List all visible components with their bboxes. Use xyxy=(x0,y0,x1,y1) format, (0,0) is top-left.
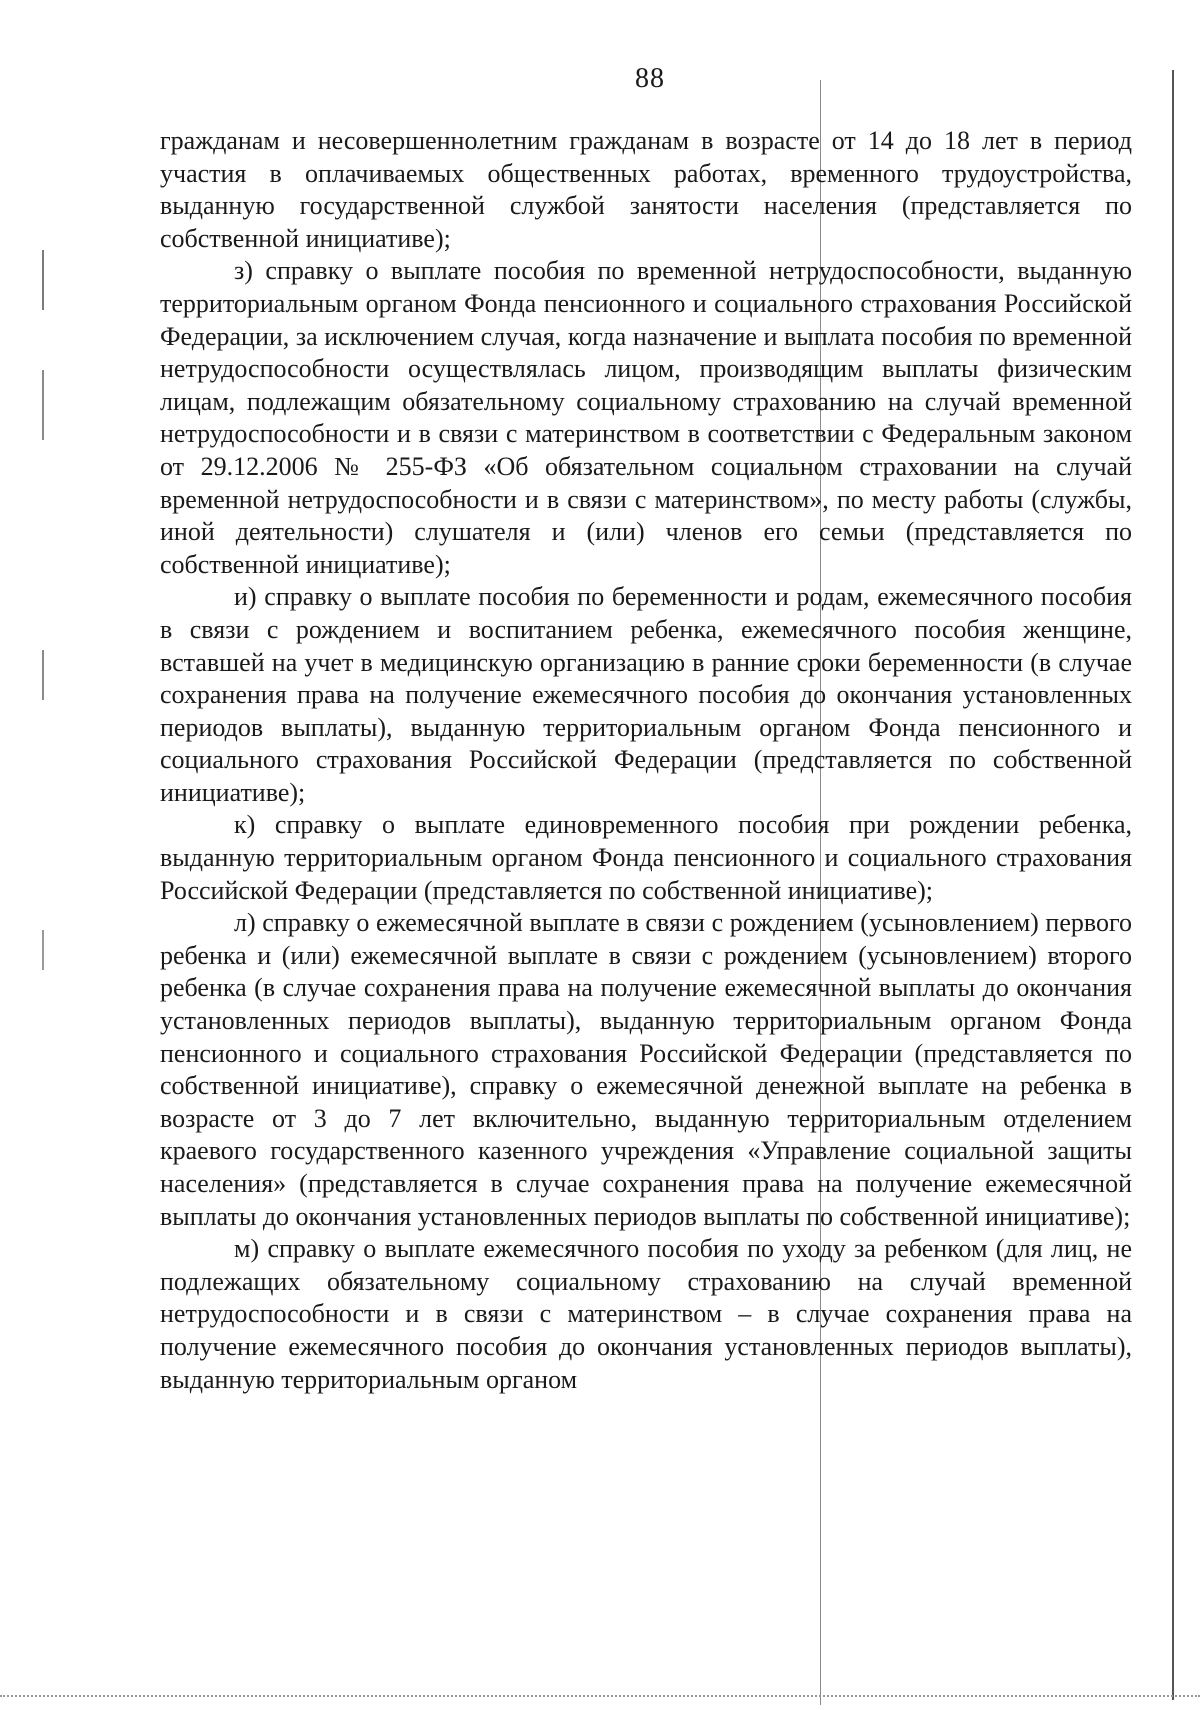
page-number: 88 xyxy=(635,63,665,94)
document-body xyxy=(160,125,1132,1396)
paragraph-item-m: м) справку о выплате ежемесячного пособия по уходу за ребенком (для лиц, не подлежащих обязательному социальному страхованию на случай временной нетрудоспособности и в связи с материнством – в случае сохранения права на получение ежемесячного пособия до окончания установленных периодов выплаты), выданную территориальным органом xyxy=(160,1234,1132,1394)
scan-dotted-bottom xyxy=(0,1695,1200,1697)
scan-line-left-margin-4 xyxy=(42,930,44,970)
scan-line-left-margin-3 xyxy=(42,650,44,700)
paragraph-item-z: з) справку о выплате пособия по временной нетрудоспособности, выданную территориальным органом Фонда пенсионного и социального страхования Российской Федерации, за исключением случая, когда назначение и выплата пособия по временной нетрудоспособности осуществлялась лицом, производящим выплаты физическим лицам, подлежащим обязательному социальному страхованию на случай временной нетрудоспособности и в связи с материнством в соответствии с Федеральным законом от 29.12.2006 № 255-ФЗ «Об обязательном социальном страховании на случай временной нетрудоспособности и в связи с материнством», по месту работы (службы, иной деятельности) слушателя и (или) членов его семьи (представляется по собственной инициативе); xyxy=(160,256,1132,579)
paragraph-item-l: л) справку о ежемесячной выплате в связи с рождением (усыновлением) первого ребенка и (или) ежемесячной выплате в связи с рождением (усыновлением) второго ребенка (в случае сохранения права на получение ежемесячной выплаты до окончания установленных периодов выплаты), выданную территориальным органом Фонда пенсионного и социального страхования Российской Федерации (представляется по собственной инициативе), справку о ежемесячной денежной выплате на ребенка в возрасте от 3 до 7 лет включительно, выданную территориальным отделением краевого государственного казенного учреждения «Управление социальной защиты населения» (представляется в случае сохранения права на получение ежемесячной выплаты до окончания установленных периодов выплаты по собственной инициативе); xyxy=(160,908,1132,1231)
scan-line-right-edge xyxy=(1172,70,1174,1700)
paragraph-item-k: к) справку о выплате единовременного пособия при рождении ребенка, выданную территориальным органом Фонда пенсионного и социального страхования Российской Федерации (представляется по собственной инициативе); xyxy=(160,810,1132,905)
paragraph-continuation: гражданам и несовершеннолетним гражданам в возрасте от 14 до 18 лет в период участия в оплачиваемых общественных работах, временного трудоустройства, выданную государственной службой занятости населения (представляется по собственной инициативе); xyxy=(160,126,1132,253)
paragraph-item-i: и) справку о выплате пособия по беременности и родам, ежемесячного пособия в связи с рождением и воспитанием ребенка, ежемесячного пособия женщине, вставшей на учет в медицинскую организацию в ранние сроки беременности (в случае сохранения права на получение ежемесячного пособия до окончания установленных периодов выплаты), выданную территориальным органом Фонда пенсионного и социального страхования Российской Федерации (представляется по собственной инициативе); xyxy=(160,582,1132,807)
scan-line-left-margin-1 xyxy=(42,250,44,310)
scan-line-left-margin-2 xyxy=(42,370,44,440)
